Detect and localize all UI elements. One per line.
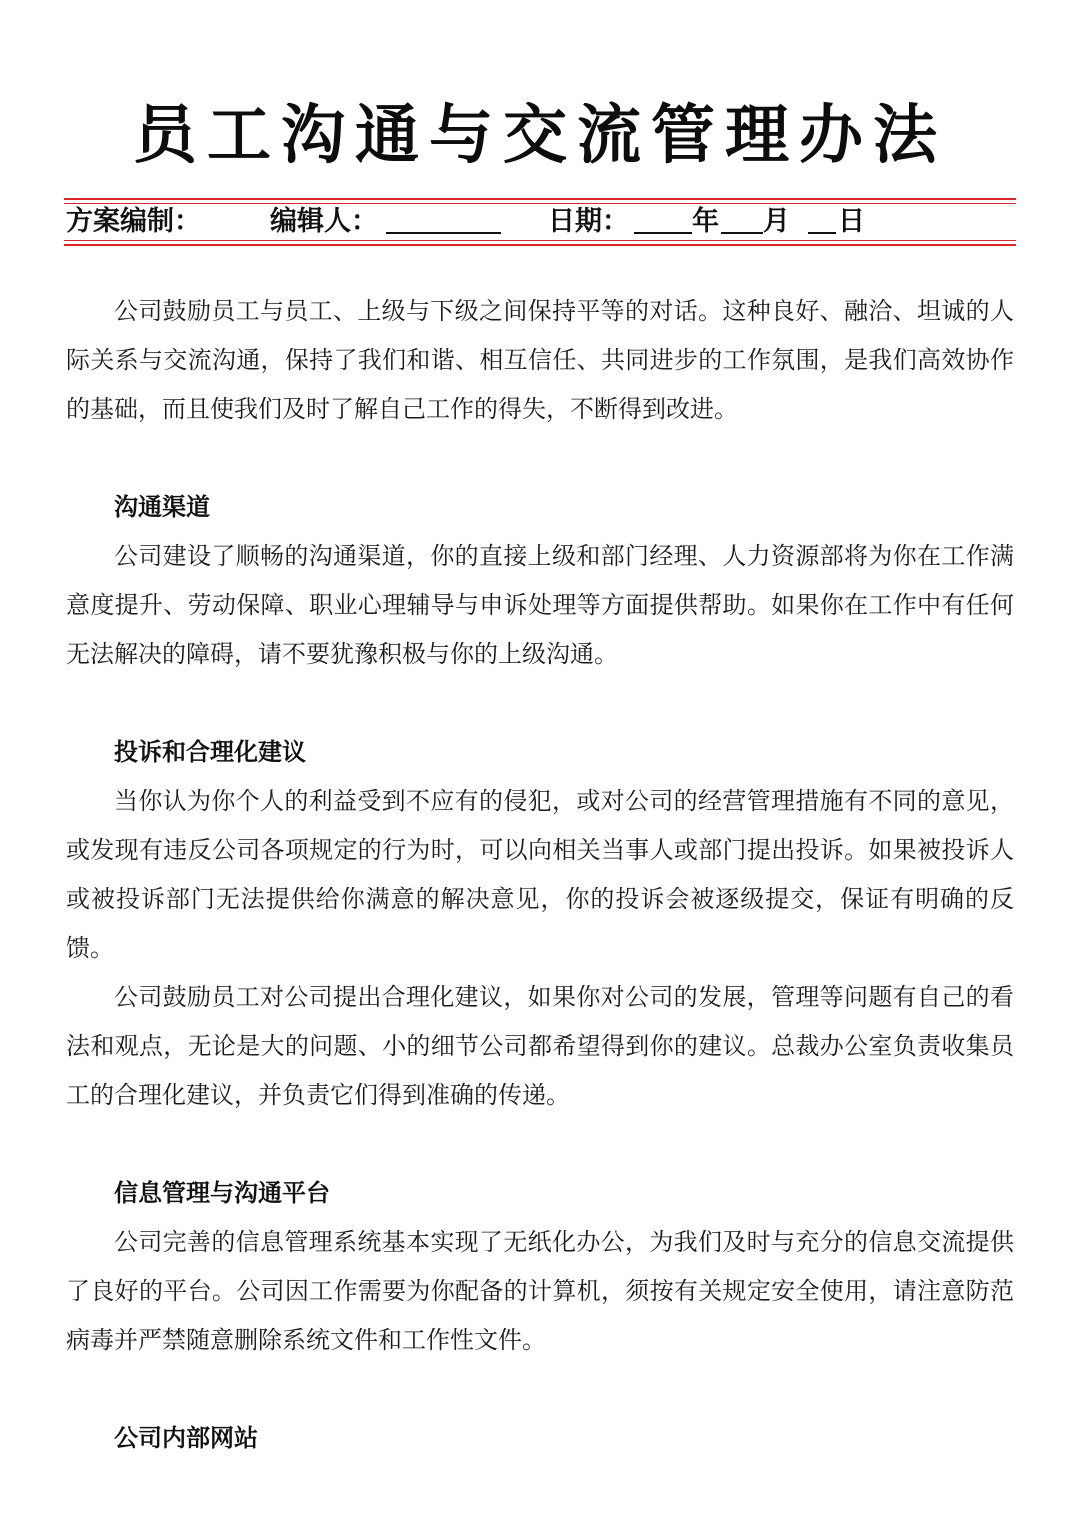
document-title: 员工沟通与交流管理办法 [133,98,947,173]
month-blank [721,204,763,244]
editor-label: 编辑人： [270,206,378,237]
header-rule-bottom-thin [64,240,1016,241]
section-paragraph: 公司完善的信息管理系统基本实现了无纸化办公，为我们及时与充分的信息交流提供了良好的平台。公司因工作需要为你配备的计算机，须按有关规定安全使用，请注意防范病毒并严禁随意删除系统文件和工作性文件。 [66,1228,1014,1354]
day-blank [808,204,836,244]
day-label: 日 [838,206,865,237]
document-meta-line [66,204,1016,240]
section-paragraph: 公司建设了顺畅的沟通渠道，你的直接上级和部门经理、人力资源部将为你在工作满意度提升、劳动保障、职业心理辅导与申诉处理等方面提供帮助。如果你在工作中有任何无法解决的障碍，请不要犹豫积极与你的上级沟通。 [66,542,1014,668]
section-paragraph: 当你认为你个人的利益受到不应有的侵犯，或对公司的经营管理措施有不同的意见，或发现有违反公司各项规定的行为时，可以向相关当事人或部门提出投诉。如果被投诉人或被投诉部门无法提供给你满意的解决意见，你的投诉会被逐级提交，保证有明确的反馈。 [66,787,1014,962]
section-heading-complaints: 投诉和合理化建议 [114,738,306,766]
editor-blank [386,204,501,244]
date-label: 日期： [548,206,629,237]
section-heading-channels: 沟通渠道 [114,493,210,521]
header-rule-top [64,198,1016,200]
section-heading-intranet: 公司内部网站 [114,1424,258,1452]
month-label: 月 [763,206,790,237]
section-paragraph: 公司鼓励员工对公司提出合理化建议，如果你对公司的发展，管理等问题有自己的看法和观点，无论是大的问题、小的细节公司都希望得到你的建议。总裁办公室负责收集员工的合理化建议，并负责它们得到准确的传递。 [66,983,1014,1109]
plan-label: 方案编制： [66,206,201,237]
year-label: 年 [692,206,719,237]
section-heading-info-platform: 信息管理与沟通平台 [114,1179,330,1207]
intro-paragraph: 公司鼓励员工与员工、上级与下级之间保持平等的对话。这种良好、融洽、坦诚的人际关系与交流沟通，保持了我们和谐、相互信任、共同进步的工作氛围，是我们高效协作的基础，而且使我们及时了解自己工作的得失，不断得到改进。 [66,297,1014,423]
document-body [66,287,1014,1463]
year-blank [634,204,692,244]
header-rule-bottom [64,244,1016,246]
